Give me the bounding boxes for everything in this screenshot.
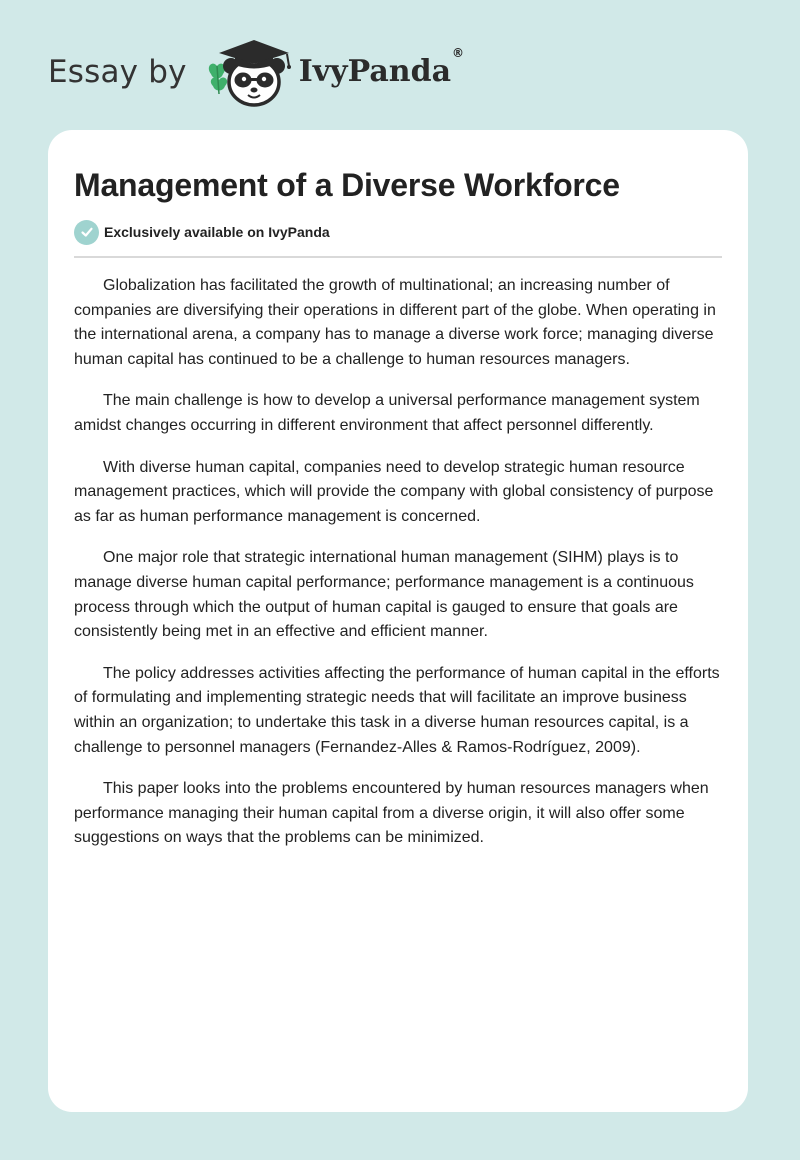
panda-graduate-logo-icon[interactable]: [201, 36, 297, 108]
site-header: [48, 36, 464, 108]
divider: [74, 256, 722, 258]
article-card: [48, 130, 748, 1112]
brand-name-text: IvyPanda: [298, 54, 452, 89]
registered-mark: ®: [452, 46, 465, 60]
essay-by-label: Essay by: [48, 53, 187, 90]
article-body: [74, 274, 722, 851]
badge-label: Exclusively available on IvyPanda: [104, 224, 330, 240]
paragraph: The main challenge is how to develop a universal performance management system amidst changes occurring in different environment that affect personnel differently.: [74, 392, 700, 434]
paragraph: Globalization has facilitated the growth of multinational; an increasing number of companies are diversifying their operations in different part of the globe. When operating in the international arena, a company has to manage a diverse work force; managing diverse human capital has continued to be a challenge to human resources managers.: [74, 277, 716, 368]
paragraph: This paper looks into the problems encountered by human resources managers when performance managing their human capital from a diverse origin, it will also offer some suggestions on ways that the problems can be minimized.: [74, 780, 709, 847]
page-title: Management of a Diverse Workforce: [74, 167, 620, 203]
exclusive-badge: [74, 219, 722, 245]
brand-name[interactable]: [298, 46, 465, 89]
paragraph: One major role that strategic international human management (SIHM) plays is to manage diverse human capital performance; performance management is a continuous process through which the output of human capital is gauged to ensure that goals are consistently being met in an effective and efficient manner.: [74, 549, 694, 641]
paragraph: With diverse human capital, companies need to develop strategic human resource management practices, which will provide the company with global consistency of purpose as far as human performance management is concerned.: [74, 458, 714, 525]
check-icon: [74, 220, 99, 245]
paragraph: The policy addresses activities affecting the performance of human capital in the efforts of formulating and implementing strategic needs that will facilitate an improve business within an organization; to undertake this task in a diverse human resources capital, is a challenge to personnel managers (Fernandez-Alles & Ramos-Rodríguez, 2009).: [74, 664, 720, 756]
